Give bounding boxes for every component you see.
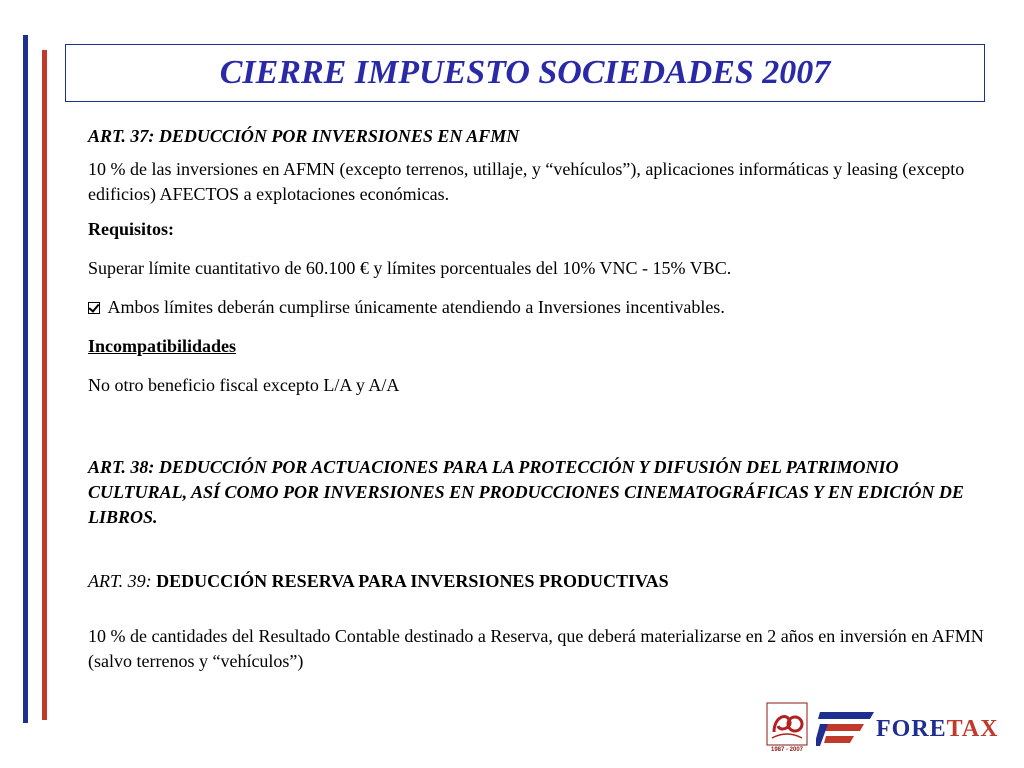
art37-heading: ART. 37: DEDUCCIÓN POR INVERSIONES EN AFMN [88, 126, 520, 146]
foretax-logo [766, 702, 1011, 754]
requisito-2-row [88, 295, 1008, 320]
anniversary-emblem-icon [766, 702, 808, 746]
requisito-1: Superar límite cuantitativo de 60.100 € y límites porcentuales del 10% VNC - 15% VBC. [88, 258, 732, 278]
incompatibilidades-text: No otro beneficio fiscal excepto L/A y A/A [88, 375, 400, 395]
page-title: CIERRE IMPUESTO SOCIEDADES 2007 [219, 54, 831, 91]
requisito-2: Ambos límites deberán cumplirse únicamente atendiendo a Inversiones incentivables. [104, 297, 725, 317]
art39-heading: DEDUCCIÓN RESERVA PARA INVERSIONES PRODUCTIVAS [151, 571, 669, 591]
left-red-bar [42, 50, 47, 720]
logo-word-tax: TAX [946, 716, 999, 742]
title-box [65, 44, 985, 102]
logo-wordmark [876, 716, 999, 743]
art37-body: 10 % de las inversiones en AFMN (excepto terrenos, utillaje, y “vehículos”), aplicaciones informáticas y leasing (excepto edificios) AFECTOS a explotaciones económicas. [88, 159, 965, 204]
incompatibilidades-label: Incompatibilidades [88, 336, 237, 356]
slide-content [88, 124, 1008, 674]
badge-years: 1987 - 2007 [770, 747, 804, 753]
logo-word-fore: FORE [876, 716, 947, 742]
left-blue-bar [23, 35, 28, 723]
requisitos-label: Requisitos: [88, 219, 175, 239]
anniversary-badge [766, 702, 808, 754]
art39-prefix: ART. 39: [88, 571, 152, 591]
foretax-mark-icon [816, 710, 876, 748]
art39-body: 10 % de cantidades del Resultado Contable destinado a Reserva, que deberá materializarse en 2 años en inversión en AFMN (salvo terrenos y “vehículos”) [88, 626, 984, 671]
checked-box-icon [88, 302, 100, 314]
art39-heading-row [88, 569, 1008, 594]
art38-heading: ART. 38: DEDUCCIÓN POR ACTUACIONES PARA LA PROTECCIÓN Y DIFUSIÓN DEL PATRIMONIO CULTURAL, ASÍ COMO POR INVERSIONES EN PRODUCCIONES CINEMATOGRÁFICAS Y EN EDICIÓN DE LIBROS. [88, 457, 964, 527]
